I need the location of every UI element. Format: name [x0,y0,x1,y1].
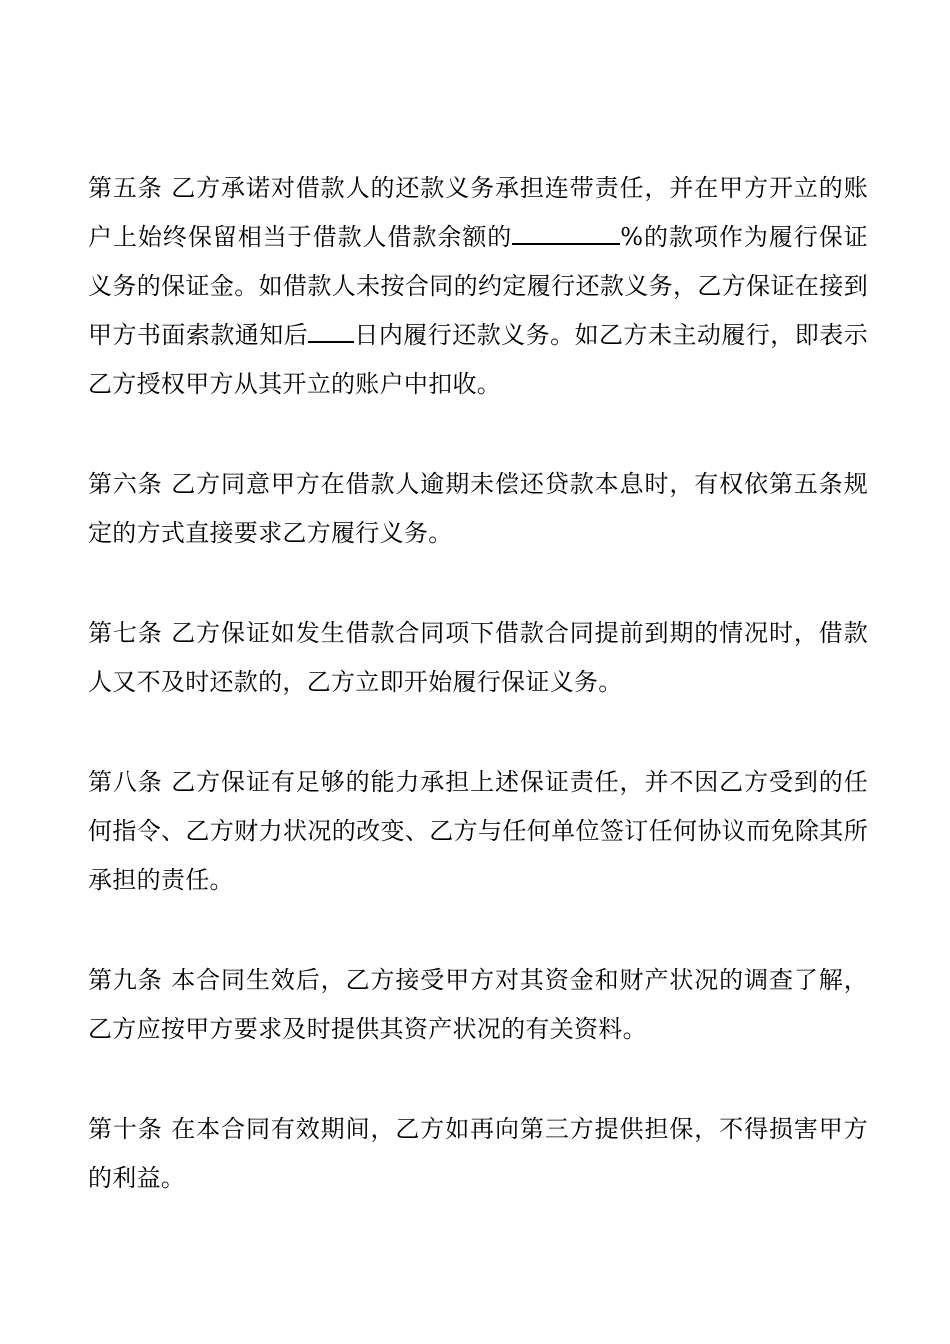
clause-5 [88,164,868,409]
clause-9: 第九条 本合同生效后，乙方接受甲方对其资金和财产状况的调查了解，乙方应按甲方要求及时提供其资产状况的有关资料。 [88,966,868,1043]
clause-8: 第八条 乙方保证有足够的能力承担上述保证责任，并不因乙方受到的任何指令、乙方财力状况的改变、乙方与任何单位签订任何协议而免除其所承担的责任。 [88,768,868,894]
clause-5-part3: 日内履行还款义务。如乙方未主动履行，即表示乙方授权甲方从其开立的账户中扣收。 [88,321,868,398]
blank-percentage [512,221,620,245]
clause-5-part1: 第五条 乙方承诺对借款人的还款义务承担连带责任，并在甲方开立的账户上始终保留相当于借款人借款余额的 [88,174,868,251]
clause-10: 第十条 在本合同有效期间，乙方如再向第三方提供担保，不得损害甲方的利益。 [88,1115,868,1192]
clause-6: 第六条 乙方同意甲方在借款人逾期未偿还贷款本息时，有权依第五条规定的方式直接要求乙方履行义务。 [88,470,868,547]
blank-days [308,319,354,343]
contract-page [88,164,868,1203]
clause-5-part2: %的款项作为履行保证义务的保证金。如借款人未按合同的约定履行还款义务，乙方保证在接到甲方书面索款通知后 [88,223,868,349]
clause-7: 第七条 乙方保证如发生借款合同项下借款合同提前到期的情况时，借款人又不及时还款的，乙方立即开始履行保证义务。 [88,619,868,696]
